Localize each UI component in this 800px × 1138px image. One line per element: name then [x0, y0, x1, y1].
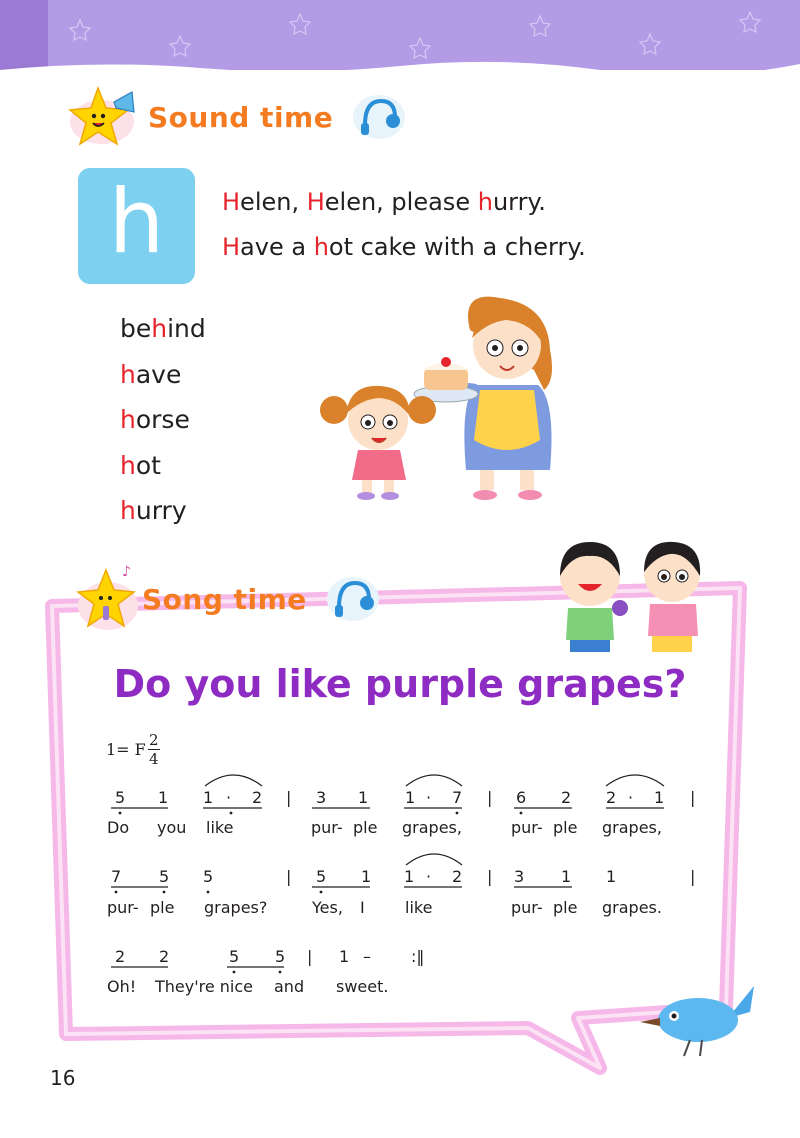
dot-mark: ·: [226, 788, 232, 807]
lyric: pur-: [511, 818, 543, 837]
bar-line: |: [286, 867, 292, 886]
word-part: be: [120, 314, 152, 343]
note: 2: [452, 867, 463, 886]
headphones-icon[interactable]: [325, 573, 381, 625]
note: 2: [606, 788, 617, 807]
two-kids-illustration: [548, 536, 718, 658]
lyric: Oh!: [107, 977, 137, 996]
note: 6: [516, 788, 527, 807]
lyric: grapes?: [204, 898, 268, 917]
note: 2: [159, 947, 170, 966]
lyric: They're nice: [155, 977, 254, 996]
highlighted-letter: h: [477, 188, 493, 216]
note: 5: [275, 947, 286, 966]
note: 1: [339, 947, 350, 966]
lyric: pur-: [511, 898, 543, 917]
rhyme-text: elen, please: [324, 188, 478, 216]
note: 3: [514, 867, 525, 886]
singing-star-icon: [76, 562, 142, 636]
bar-line: |: [487, 867, 493, 886]
lyric: Yes,: [312, 898, 343, 917]
sound-time-title: Sound time: [148, 100, 334, 134]
rhyme-text: ot cake with a cherry.: [328, 233, 586, 261]
note: –: [363, 947, 371, 966]
highlighted-letter: H: [306, 188, 325, 216]
lyric: like: [405, 898, 433, 917]
note: :‖: [411, 947, 425, 966]
key-prefix: 1= F: [106, 740, 146, 759]
lyric: like: [206, 818, 234, 837]
song-time-header: [76, 562, 381, 636]
note: 1: [405, 788, 416, 807]
lyric: I: [360, 898, 365, 917]
note: 1: [561, 867, 572, 886]
page-number: 16: [50, 1066, 76, 1090]
note: 5: [203, 867, 214, 886]
word-part: urry: [135, 496, 187, 525]
time-signature: [148, 732, 160, 767]
svg-text:♪: ♪: [122, 564, 131, 580]
highlighted-letter: H: [222, 188, 241, 216]
highlighted-letter: h: [151, 314, 168, 343]
note: 3: [316, 788, 327, 807]
lyric: Do: [107, 818, 130, 837]
blue-bird-illustration: [636, 982, 760, 1062]
word-part: orse: [135, 405, 190, 434]
lyric: ple: [353, 818, 378, 837]
highlighted-letter: h: [120, 405, 136, 434]
note: 5: [229, 947, 240, 966]
lyric: pur-: [107, 898, 139, 917]
letter-card: h: [78, 168, 195, 284]
bar-line: |: [690, 788, 696, 807]
highlighted-letter: H: [222, 233, 241, 261]
highlighted-letter: h: [313, 233, 329, 261]
song-title: Do you like purple grapes?: [113, 662, 687, 706]
lyric: you: [157, 818, 187, 837]
note: 2: [561, 788, 572, 807]
bar-line: |: [307, 947, 313, 966]
lyric: and: [274, 977, 305, 996]
note: 1: [158, 788, 169, 807]
lyric: grapes,: [402, 818, 462, 837]
note: 1: [361, 867, 372, 886]
highlighted-letter: h: [120, 359, 136, 389]
note: 5: [115, 788, 126, 807]
bar-line: |: [690, 867, 696, 886]
note: 1: [358, 788, 369, 807]
word-part: ind: [167, 314, 206, 343]
rhyme-text: urry.: [492, 188, 546, 216]
lyric: sweet.: [336, 977, 389, 996]
lyric: grapes,: [602, 818, 662, 837]
note: 7: [452, 788, 463, 807]
note: 2: [115, 947, 126, 966]
dot-mark: ·: [426, 867, 432, 886]
dot-mark: ·: [628, 788, 634, 807]
note: 2: [252, 788, 263, 807]
note: 5: [316, 867, 327, 886]
lyric: ple: [553, 898, 578, 917]
lyric: ple: [150, 898, 175, 917]
time-numerator: 2: [149, 731, 159, 749]
note: 7: [111, 867, 122, 886]
word-part: ot: [135, 450, 161, 480]
highlighted-letter: h: [120, 496, 136, 525]
song-time-title: Song time: [142, 582, 307, 616]
lyric: ple: [553, 818, 578, 837]
key-signature: [106, 732, 160, 767]
highlighted-letter: h: [120, 450, 136, 480]
note: 5: [159, 867, 170, 886]
lyric: pur-: [311, 818, 343, 837]
note: 1: [606, 867, 617, 886]
rhyme-text: ave a: [240, 233, 314, 261]
bar-line: |: [286, 788, 292, 807]
time-denominator: 4: [149, 750, 159, 768]
dot-mark: ·: [426, 788, 432, 807]
rhyme-text: elen,: [240, 188, 307, 216]
bar-line: |: [487, 788, 493, 807]
word-part: ave: [135, 359, 182, 389]
lyric: grapes.: [602, 898, 662, 917]
note: 1: [654, 788, 665, 807]
note: 1: [404, 867, 415, 886]
note: 1: [203, 788, 214, 807]
